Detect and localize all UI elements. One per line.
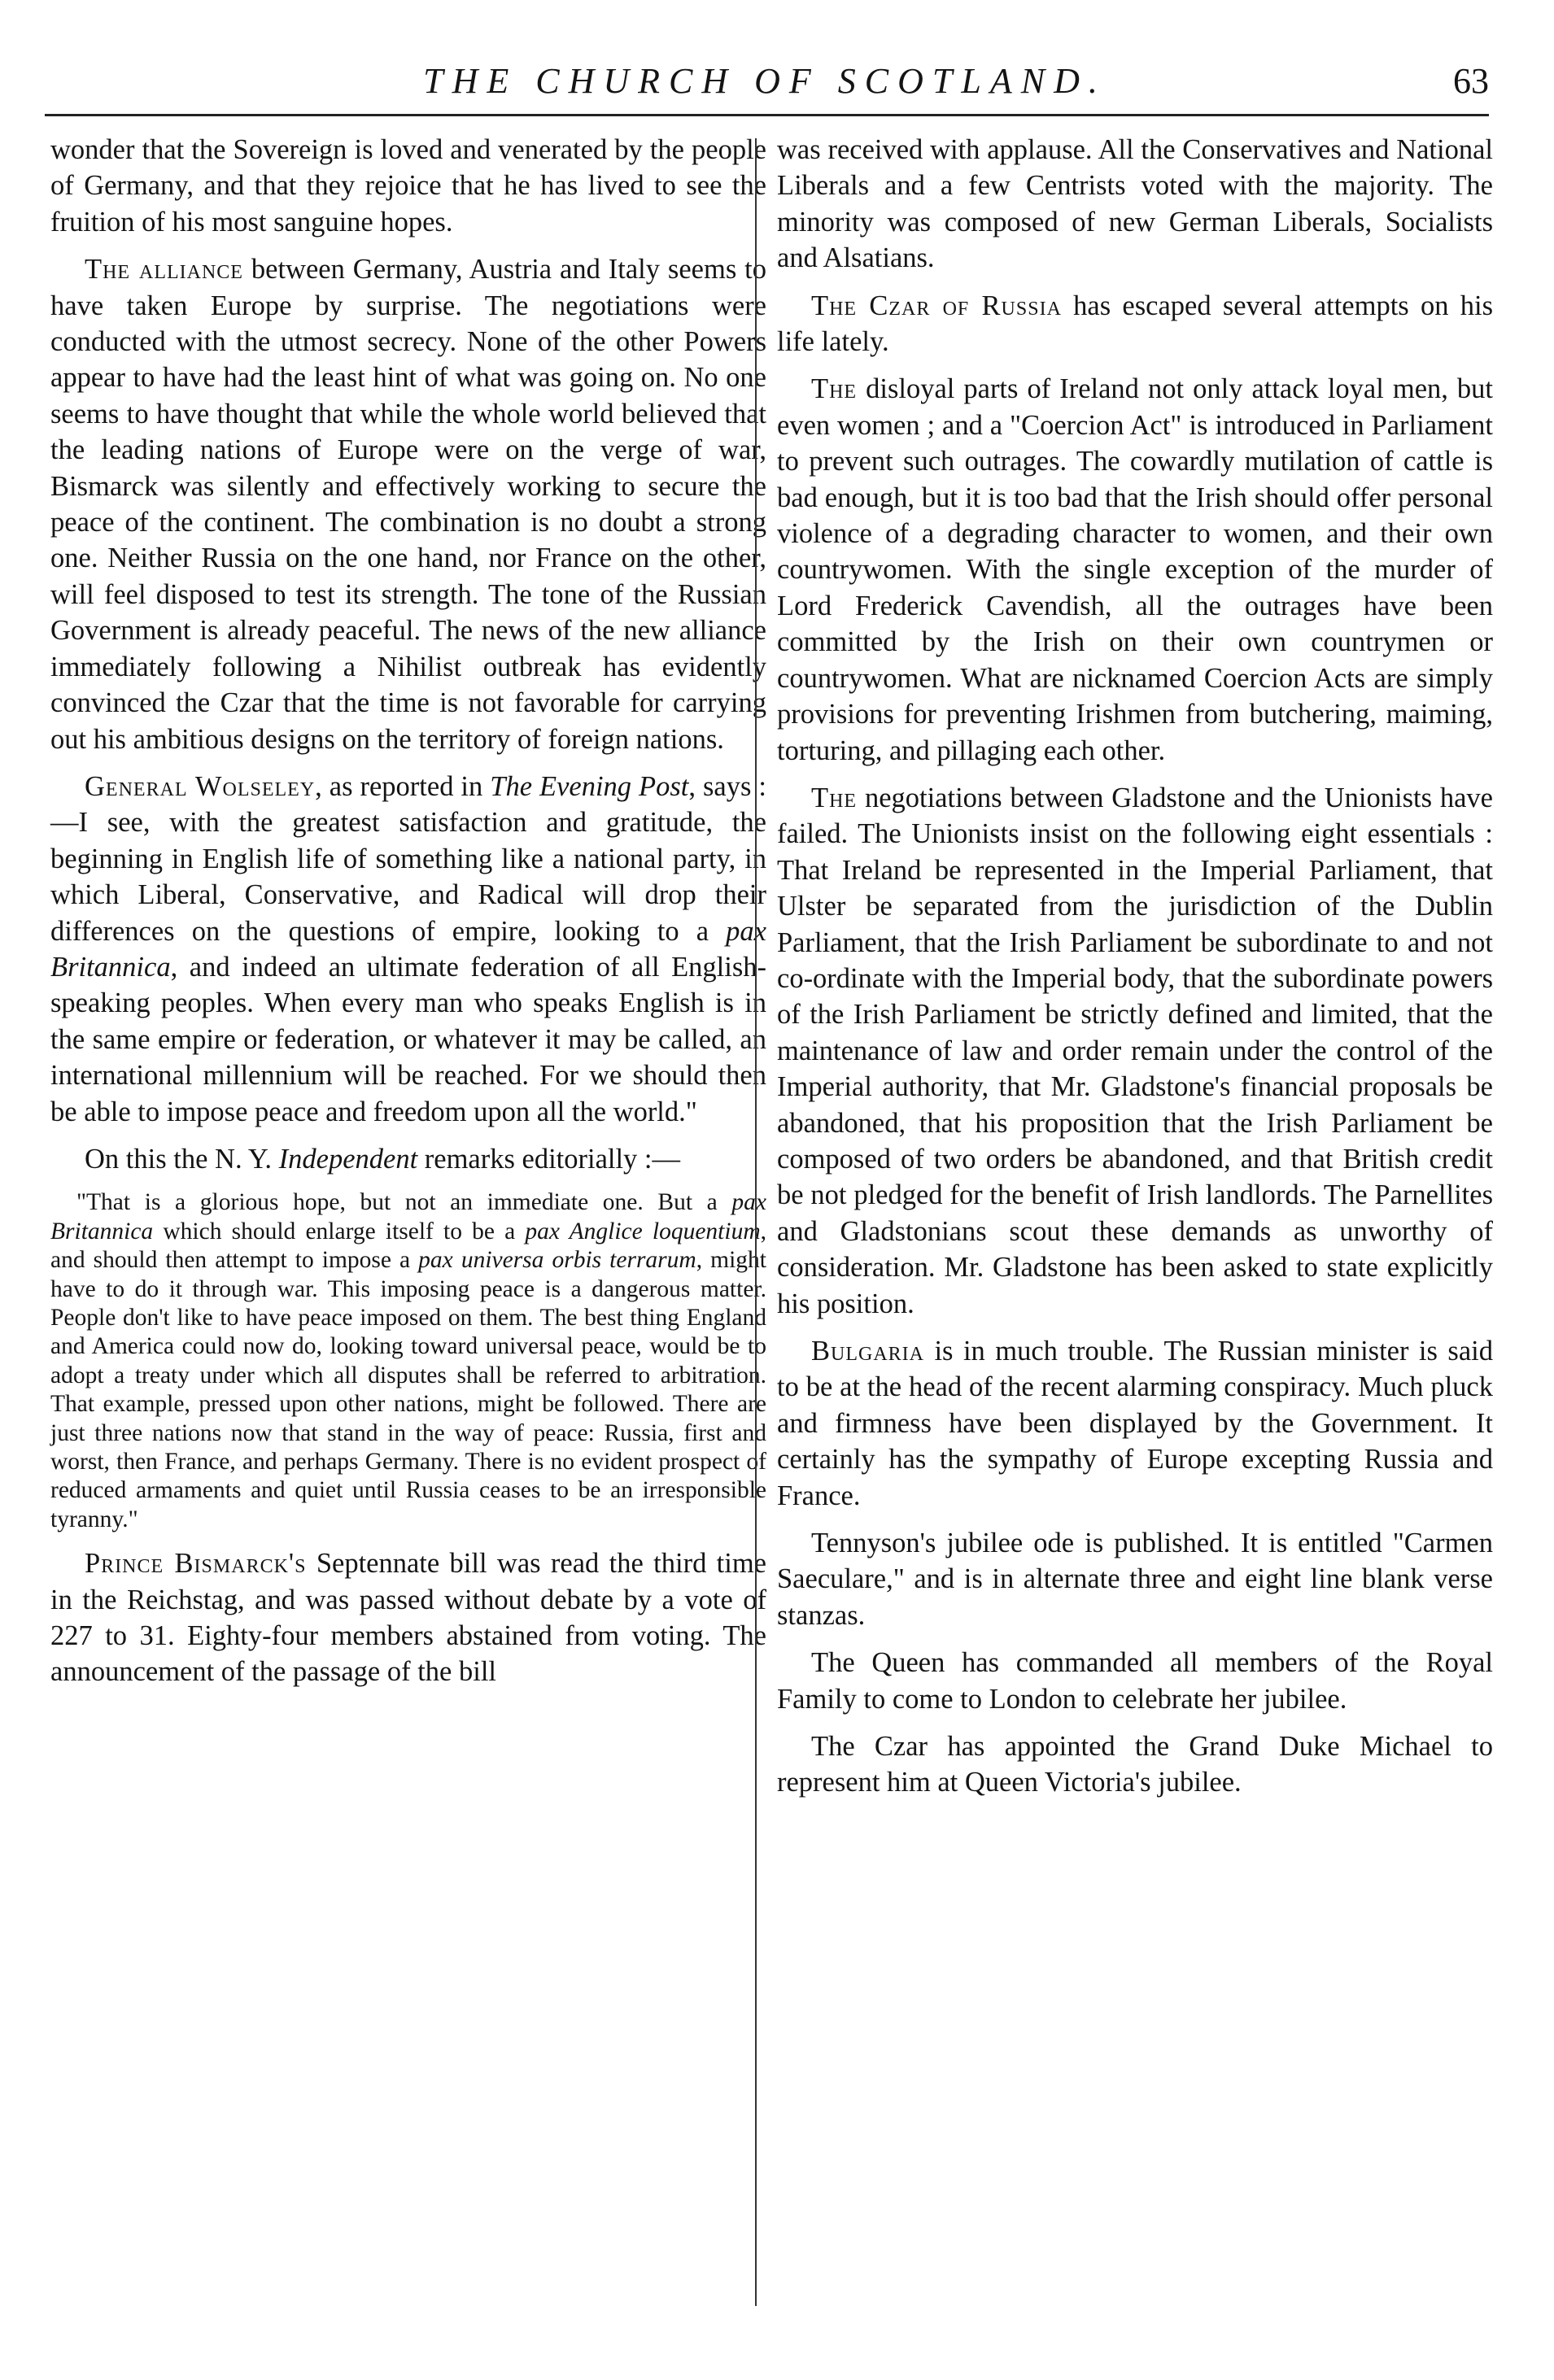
publication-title: The Evening Post — [490, 770, 689, 802]
paragraph-tennyson — [777, 1525, 1493, 1633]
run-in-heading: The — [811, 373, 858, 405]
page-number: 63 — [1453, 61, 1489, 101]
running-title: THE CHURCH OF SCOTLAND. — [423, 61, 1107, 101]
latin-phrase: pax Britannica — [50, 1189, 766, 1244]
page-header — [41, 57, 1489, 114]
paragraph-text: negotiations between Gladstone and the Unionists have failed. The Unionists insist on the following eight essentials : That Ireland be represented in the Imperial Parliament, that Ulster be separated from the jurisdiction of the Dublin Parliament, that the Irish Parliament be subordinate to and not co-ordinate with the Imperial body, that the subordinate powers of the Irish Parliament be strictly defined and limited, that the maintenance of law and order remain under the control of the Imperial authority, that Mr. Gladstone's financial proposals be abandoned, that his proposition that the Irish Parliament be composed of two orders be abandoned, and that British credit be not pledged for the benefit of Irish landlords. The Parnellites and Gladstonians scout these demands as unworthy of consideration. Mr. Gladstone has been asked to state explicitly his position. — [777, 782, 1493, 1319]
quote-text: "That is a glorious hope, but not an immediate one. But a — [76, 1189, 732, 1216]
paragraph-ireland — [777, 371, 1493, 768]
paragraph-grand-duke — [777, 1728, 1493, 1801]
run-in-heading: General Wolseley — [85, 770, 316, 802]
paragraph-text: remarks editorially :— — [417, 1143, 681, 1175]
run-in-heading: The alliance — [85, 254, 243, 286]
left-column — [50, 132, 766, 1702]
paragraph-bulgaria — [777, 1333, 1493, 1514]
column-divider — [755, 138, 757, 2306]
run-in-heading: The — [811, 782, 858, 813]
paragraph-text: , says :—I see, with the greatest satisfaction and gratitude, the beginning in English life of something like a national party, in which Liberal, Conservative, and Radical will drop their differences on the questions of empire, looking to a — [50, 770, 766, 947]
paragraph-czar — [777, 288, 1493, 360]
paragraph-bismarck — [50, 1545, 766, 1690]
block-quote — [50, 1188, 766, 1534]
latin-phrase: pax Anglice loquentium — [525, 1218, 761, 1244]
paragraph-text: was received with applause. All the Conservatives and National Liberals and a few Centrists voted with the majority. The minority was composed of new German Liberals, Socialists and Alsatians. — [777, 134, 1493, 274]
paragraph-bismarck-continued — [777, 132, 1493, 277]
paragraph-sovereign-continued — [50, 132, 766, 240]
paragraph-text: , and indeed an ultimate federation of all English-speaking peoples. When every man who speaks English is in the same empire or federation, or whatever it may be called, an international millennium will be reached. For we should then be able to impose peace and freedom upon all the world." — [50, 951, 766, 1127]
paragraph-queen — [777, 1645, 1493, 1717]
run-in-heading: The Czar of Russia — [811, 290, 1062, 321]
paragraph-text: Tennyson's jubilee ode is published. It is entitled "Carmen Saeculare," and is in alternate three and eight line blank verse stanzas. — [777, 1528, 1493, 1631]
paragraph-alliance — [50, 251, 766, 757]
paragraph-independent — [50, 1141, 766, 1177]
paragraph-wolseley — [50, 769, 766, 1130]
latin-phrase: pax universa orbis terrarum — [418, 1247, 696, 1274]
paragraph-unionists — [777, 780, 1493, 1322]
paragraph-text: On this the N. Y. — [85, 1143, 279, 1175]
quote-text: , and should then attempt to impose a — [50, 1218, 767, 1274]
run-in-heading: Prince Bismarck's — [85, 1548, 307, 1580]
paragraph-text: between Germany, Austria and Italy seems to have taken Europe by surprise. The negotiations were conducted with the utmost secrecy. None of the other Powers appear to have had the least hint of what was going on. No one seems to have thought that while the whole world believed that the leading nations of Europe were on the verge of war, Bismarck was silently and effectively working to secure the peace of the continent. The combination is no doubt a strong one. Neither Russia on the one hand, nor France on the other, will feel disposed to test its strength. The tone of the Russian Government is already peaceful. The news of the new alliance immediately following a Nihilist outbreak has evidently convinced the Czar that the time is not favorable for carrying out his ambitious designs on the territory of foreign nations. — [50, 254, 767, 755]
run-in-heading: Bulgaria — [811, 1336, 924, 1367]
paragraph-text: wonder that the Sovereign is loved and venerated by the people of Germany, and that they rejoice that he has lived to see the fruition of his most sanguine hopes. — [50, 134, 766, 238]
latin-phrase: pax Britannica — [50, 915, 766, 983]
header-rule — [45, 114, 1489, 116]
right-column — [777, 132, 1493, 1812]
paragraph-text: has escaped several attempts on his life lately. — [777, 290, 1494, 358]
paragraph-text: The Queen has commanded all members of the Royal Family to come to London to celebrate her jubilee. — [777, 1647, 1493, 1715]
publication-title: Independent — [278, 1143, 418, 1175]
paragraph-text: disloyal parts of Ireland not only attack loyal men, but even women ; and a "Coercion Act" is introduced in Parliament to prevent such outrages. The cowardly mutilation of cattle is bad enough, but it is too bad that the Irish should offer personal violence of a degrading character to women, and their own countrywomen. With the single exception of the murder of Lord Frederick Cavendish, all the outrages have been committed by the Irish on their own countrymen or countrywomen. What are nicknamed Coercion Acts are simply provisions for preventing Irishmen from butchering, maiming, torturing, and pillaging each other. — [777, 373, 1493, 766]
paragraph-text: is in much trouble. The Russian minister is said to be at the head of the recent alarming conspiracy. Much pluck and firmness have been displayed by the Government. It certainly has the sympathy of Europe excepting Russia and France. — [777, 1336, 1493, 1511]
paragraph-text: , as reported in — [315, 770, 491, 802]
paragraph-text: Septennate bill was read the third time in the Reichstag, and was passed without debate by a vote of 227 to 31. Eighty-four members abstained from voting. The announcement of the passage of the bill — [50, 1548, 766, 1688]
quote-text: , might have to do it through war. This imposing peace is a dangerous matter. People don't like to have peace imposed on them. The best thing England and America could now do, looking toward universal peace, would be to adopt a treaty under which all disputes shall be referred to arbitration. That example, pressed upon other nations, might be followed. There are just three nations now that stand in the way of peace: Russia, first and worst, then France, and perhaps Germany. There is no evident prospect of reduced armaments and quiet until Russia ceases to be an irresponsible tyranny." — [50, 1247, 766, 1532]
paragraph-text: The Czar has appointed the Grand Duke Michael to represent him at Queen Victoria's jubilee. — [777, 1731, 1493, 1798]
quote-text: which should enlarge itself to be a — [153, 1218, 526, 1244]
